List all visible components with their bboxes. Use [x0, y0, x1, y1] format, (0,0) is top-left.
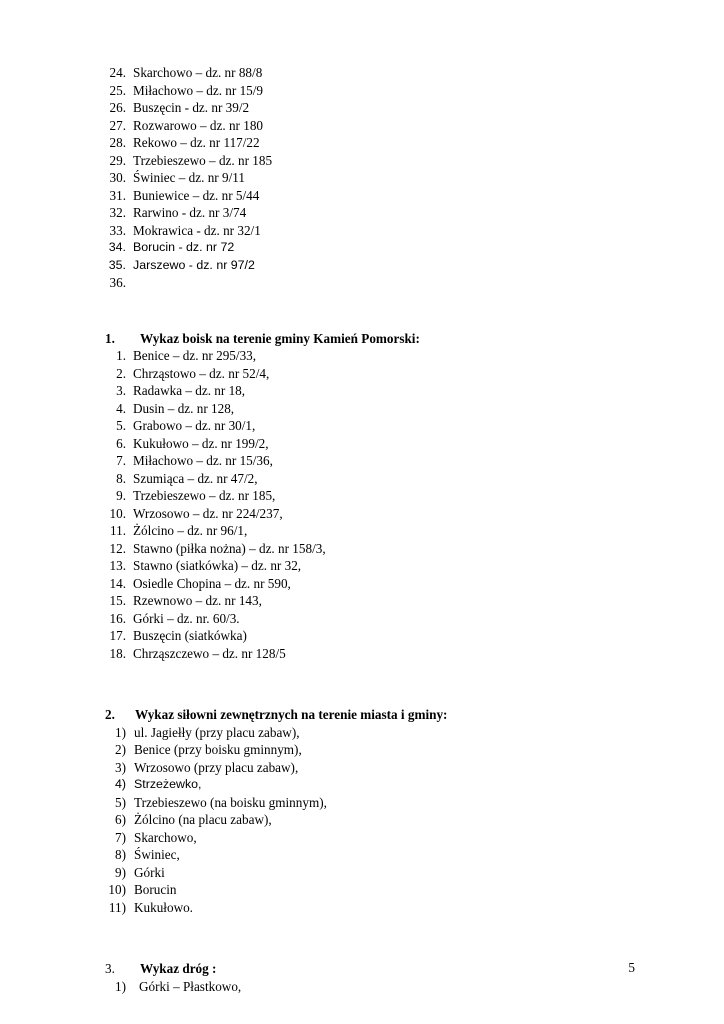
list-item-number: 25. [109, 82, 126, 98]
list-item [105, 645, 635, 663]
list-item-text: Grabowo – dz. nr 30/1, [133, 418, 256, 433]
document-body [105, 64, 635, 995]
list-item-number: 27. [109, 117, 126, 133]
list-item-number: 11) [108, 899, 126, 915]
list-item-number: 3) [115, 759, 126, 775]
list-item-number: 36. [109, 275, 126, 290]
list-item-text: Wrzosowo – dz. nr 224/237, [133, 505, 283, 521]
list-item [105, 400, 635, 418]
section-1-title: Wykaz boisk na terenie gminy Kamień Pomorski: [140, 330, 420, 346]
list-item-text: Żólcino (na placu zabaw), [134, 812, 272, 827]
list-item-text: Mokrawica - dz. nr 32/1 [133, 222, 261, 238]
list-item [105, 864, 635, 882]
list-item-text: Wrzosowo (przy placu zabaw), [134, 759, 299, 775]
list-item [105, 64, 635, 82]
list-item [105, 417, 635, 435]
list-item-number: 24. [109, 65, 126, 80]
list-item [105, 204, 635, 222]
section-1-heading [105, 330, 635, 348]
list-item-number: 31. [109, 187, 126, 203]
list-item-number: 5. [116, 418, 126, 433]
list-item [105, 724, 635, 742]
list-item-text: Buniewice – dz. nr 5/44 [133, 187, 260, 203]
section-3-title: Wykaz dróg : [140, 961, 217, 976]
list-item [105, 978, 635, 996]
list-item-number: 4. [116, 400, 126, 416]
spacer [105, 662, 635, 706]
list-item-number: 33. [109, 222, 126, 238]
list-item-number: 13. [109, 558, 126, 573]
list-item-text: Skarchowo – dz. nr 88/8 [133, 65, 263, 80]
list-item-text: Stawno (piłka nożna) – dz. nr 158/3, [133, 540, 326, 556]
list-item [105, 829, 635, 847]
list-item [105, 134, 635, 152]
list-item-text: Trzebieszewo – dz. nr 185, [133, 488, 276, 503]
list-item [105, 505, 635, 523]
list-item [105, 274, 635, 292]
list-item-number: 3. [116, 383, 126, 398]
list-item-text: Rekowo – dz. nr 117/22 [133, 135, 260, 150]
list-item-number: 4) [114, 777, 126, 791]
list-item-text: Rarwino - dz. nr 3/74 [133, 205, 247, 220]
list-item-text: Górki – Płastkowo, [139, 978, 242, 994]
list-item-number: 26. [109, 100, 126, 115]
list-item [105, 575, 635, 593]
section-3-list [105, 978, 635, 996]
section-1 [105, 330, 635, 663]
list-item [105, 759, 635, 777]
list-item-number: 28. [109, 135, 126, 150]
section-2-title: Wykaz siłowni zewnętrznych na terenie miasta i gminy: [135, 707, 448, 722]
list-item-text: Benice – dz. nr 295/33, [133, 348, 257, 363]
list-item-number: 6) [115, 812, 126, 827]
list-item-text: Szumiąca – dz. nr 47/2, [133, 470, 258, 486]
list-item-text: Kukułowo. [134, 899, 193, 915]
list-item-text: Stawno (siatkówka) – dz. nr 32, [133, 558, 302, 573]
list-item-text: Górki – dz. nr. 60/3. [133, 610, 240, 626]
list-item [105, 222, 635, 240]
list-item-text: Kukułowo – dz. nr 199/2, [133, 435, 269, 451]
list-item-number: 14. [109, 575, 126, 591]
list-item [105, 99, 635, 117]
list-item-text: Żólcino – dz. nr 96/1, [133, 523, 248, 538]
section-2-number: 2. [105, 707, 115, 722]
section-3 [105, 960, 635, 995]
list-item-number: 15. [109, 593, 126, 608]
list-item [105, 811, 635, 829]
spacer [105, 916, 635, 960]
list-item [105, 540, 635, 558]
section-1-list [105, 347, 635, 662]
list-item-text: Borucin - dz. nr 72 [133, 240, 235, 254]
list-item-text: Benice (przy boisku gminnym), [134, 742, 302, 757]
list-item-text: Rzewnowo – dz. nr 143, [133, 593, 262, 608]
list-item [105, 776, 635, 794]
list-item-number: 11. [110, 523, 126, 538]
list-item-number: 18. [109, 645, 126, 661]
list-item [105, 794, 635, 812]
list-item-number: 8. [116, 470, 126, 486]
list-item [105, 257, 635, 275]
list-item [105, 881, 635, 899]
list-item-text: Radawka – dz. nr 18, [133, 383, 246, 398]
list-item [105, 557, 635, 575]
list-item-number: 17. [109, 628, 126, 643]
list-item-number: 10. [109, 505, 126, 521]
list-item-number: 29. [109, 152, 126, 168]
list-item-text: Osiedle Chopina – dz. nr 590, [133, 575, 291, 591]
list-item-number: 9) [115, 864, 126, 880]
list-item-text: Miłachowo – dz. nr 15/36, [133, 453, 273, 468]
list-item [105, 187, 635, 205]
list-item-text: Chrząstowo – dz. nr 52/4, [133, 365, 270, 381]
section-2-list [105, 724, 635, 917]
list-item [105, 169, 635, 187]
list-item [105, 487, 635, 505]
list-item-text: Dusin – dz. nr 128, [133, 400, 235, 416]
list-item [105, 522, 635, 540]
section-2 [105, 706, 635, 916]
list-item-number: 32. [109, 205, 126, 220]
list-item [105, 82, 635, 100]
list-item-number: 2) [115, 742, 126, 757]
list-item [105, 610, 635, 628]
list-item-text: Trzebieszewo – dz. nr 185 [133, 152, 273, 168]
list-item-number: 7. [116, 453, 126, 468]
list-item-number: 34. [108, 240, 126, 254]
list-item-number: 1) [115, 978, 126, 994]
list-item-text: Świniec, [134, 847, 180, 862]
list-item-number: 9. [116, 488, 126, 503]
section-2-heading [105, 706, 635, 724]
list-item-text: Buszęcin (siatkówka) [133, 628, 247, 643]
list-item [105, 365, 635, 383]
list-item [105, 899, 635, 917]
list-item [105, 627, 635, 645]
list-item-text: Strzeżewko, [134, 777, 202, 791]
list-item-number: 5) [115, 794, 126, 810]
list-item-text: Jarszewo - dz. nr 97/2 [133, 257, 255, 272]
list-item-text: Rozwarowo – dz. nr 180 [133, 117, 264, 133]
list-item-number: 2. [116, 365, 126, 381]
section-1-number: 1. [105, 330, 115, 346]
list-item [105, 435, 635, 453]
list-item-text: Buszęcin - dz. nr 39/2 [133, 100, 250, 115]
list-item-text: Chrząszczewo – dz. nr 128/5 [133, 645, 286, 661]
list-item [105, 382, 635, 400]
list-item-number: 7) [115, 829, 126, 845]
list-item [105, 470, 635, 488]
list-item-number: 8) [115, 847, 126, 862]
list-item [105, 152, 635, 170]
list-item-text: ul. Jagiełły (przy placu zabaw), [134, 724, 300, 740]
list-item [105, 239, 635, 257]
spacer [105, 292, 635, 330]
page-number: 5 [628, 960, 635, 975]
list-item-number: 10) [108, 882, 126, 897]
section-3-heading [105, 960, 635, 978]
list-item-text: Skarchowo, [134, 829, 197, 845]
list-item [105, 592, 635, 610]
list-item-text: Górki [134, 864, 165, 880]
list-item-text: Świniec – dz. nr 9/11 [133, 170, 245, 185]
list-item [105, 347, 635, 365]
list-item-number: 16. [109, 610, 126, 626]
list-item-text: Borucin [134, 882, 177, 897]
list-item-text: Miłachowo – dz. nr 15/9 [133, 82, 264, 98]
list-item [105, 846, 635, 864]
continued-list [105, 64, 635, 292]
list-item-number: 1) [115, 724, 126, 740]
list-item [105, 452, 635, 470]
list-item [105, 741, 635, 759]
list-item [105, 117, 635, 135]
section-3-number: 3. [105, 961, 115, 976]
list-item-number: 35. [108, 257, 126, 272]
list-item-text: Trzebieszewo (na boisku gminnym), [134, 794, 327, 810]
list-item-number: 30. [109, 170, 126, 185]
list-item-number: 6. [116, 435, 126, 451]
list-item-number: 1. [116, 348, 126, 363]
list-item-number: 12. [109, 540, 126, 556]
